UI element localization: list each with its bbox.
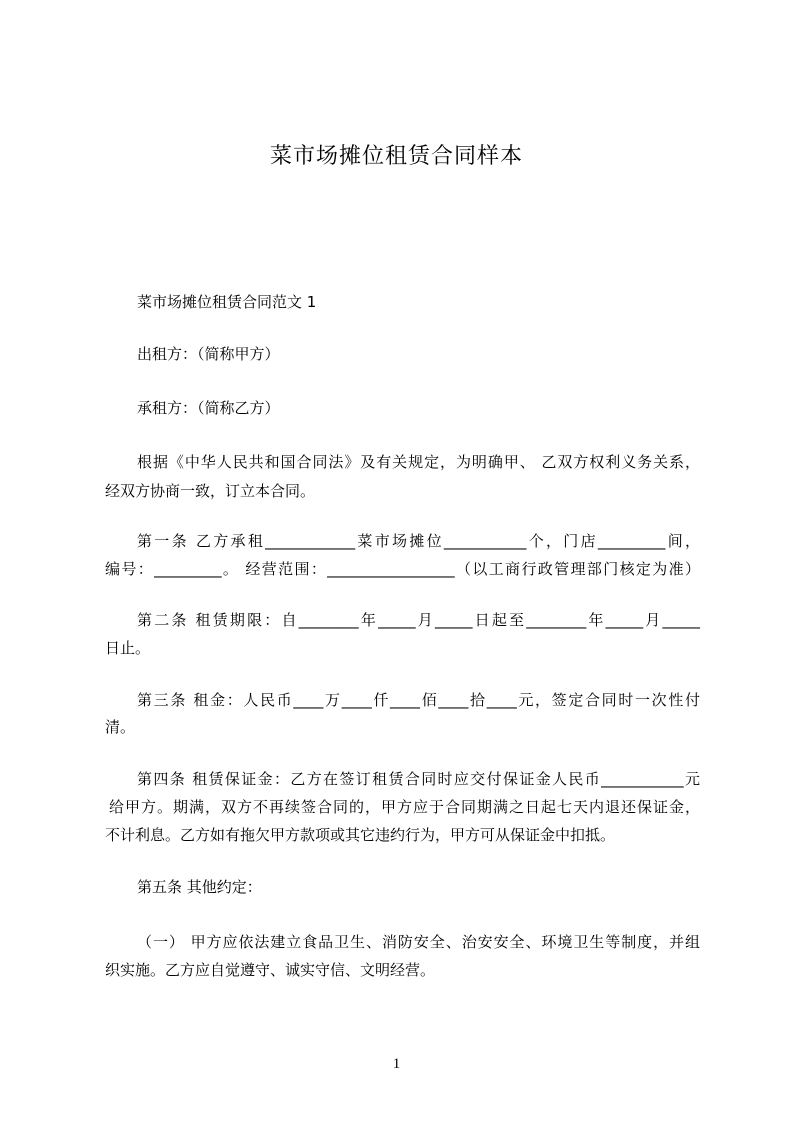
article-5-clause-1-line-2: 织实施。乙方应自觉遵守、诚实守信、文明经营。 — [105, 961, 436, 979]
article-1-line-1: 第一条 乙方承租____________菜市场摊位___________个，门店_________间， — [137, 532, 700, 550]
article-1-line-2: 编号：_________。 经营范围：_________________（以工商行政管理部门核定为准） — [105, 560, 700, 578]
article-4-line-2: 给甲方。期满，双方不再续签合同的，甲方应于合同期满之日起七天内退还保证金， — [109, 798, 700, 816]
article-2-line-1: 第二条 租赁期限：自________年_____月_____日起至________年_____月_____ — [137, 611, 700, 629]
contract-subtitle: 菜市场摊位租赁合同范文 1 — [137, 293, 317, 311]
lessor-line: 出租方：（简称甲方） — [137, 345, 280, 363]
article-3-line-2: 清。 — [105, 718, 136, 736]
preamble-line-2: 经双方协商一致，订立本合同。 — [105, 482, 316, 500]
article-2-line-2: 日止。 — [105, 639, 151, 657]
preamble-line-1: 根据《中华人民共和国合同法》及有关规定，为明确甲、 乙双方权利义务关系， — [137, 453, 700, 471]
article-5-clause-1-line-1: （一） 甲方应依法建立食品卫生、消防安全、治安安全、环境卫生等制度，并组 — [137, 933, 700, 951]
article-3-line-1: 第三条 租金：人民币____万____仟____佰____拾____元，签定合同时一次性付 — [137, 691, 700, 709]
article-5-heading: 第五条 其他约定： — [137, 878, 262, 896]
article-4-line-1: 第四条 租赁保证金：乙方在签订租赁合同时应交付保证金人民币___________元 — [137, 770, 700, 788]
page-number: 1 — [392, 1056, 401, 1072]
lessee-line: 承租方：（简称乙方） — [137, 399, 280, 417]
page-title: 菜市场摊位租赁合同样本 — [269, 144, 523, 169]
article-4-line-3: 不计利息。乙方如有拖欠甲方款项或其它违约行为，甲方可从保证金中扣抵。 — [105, 826, 616, 844]
